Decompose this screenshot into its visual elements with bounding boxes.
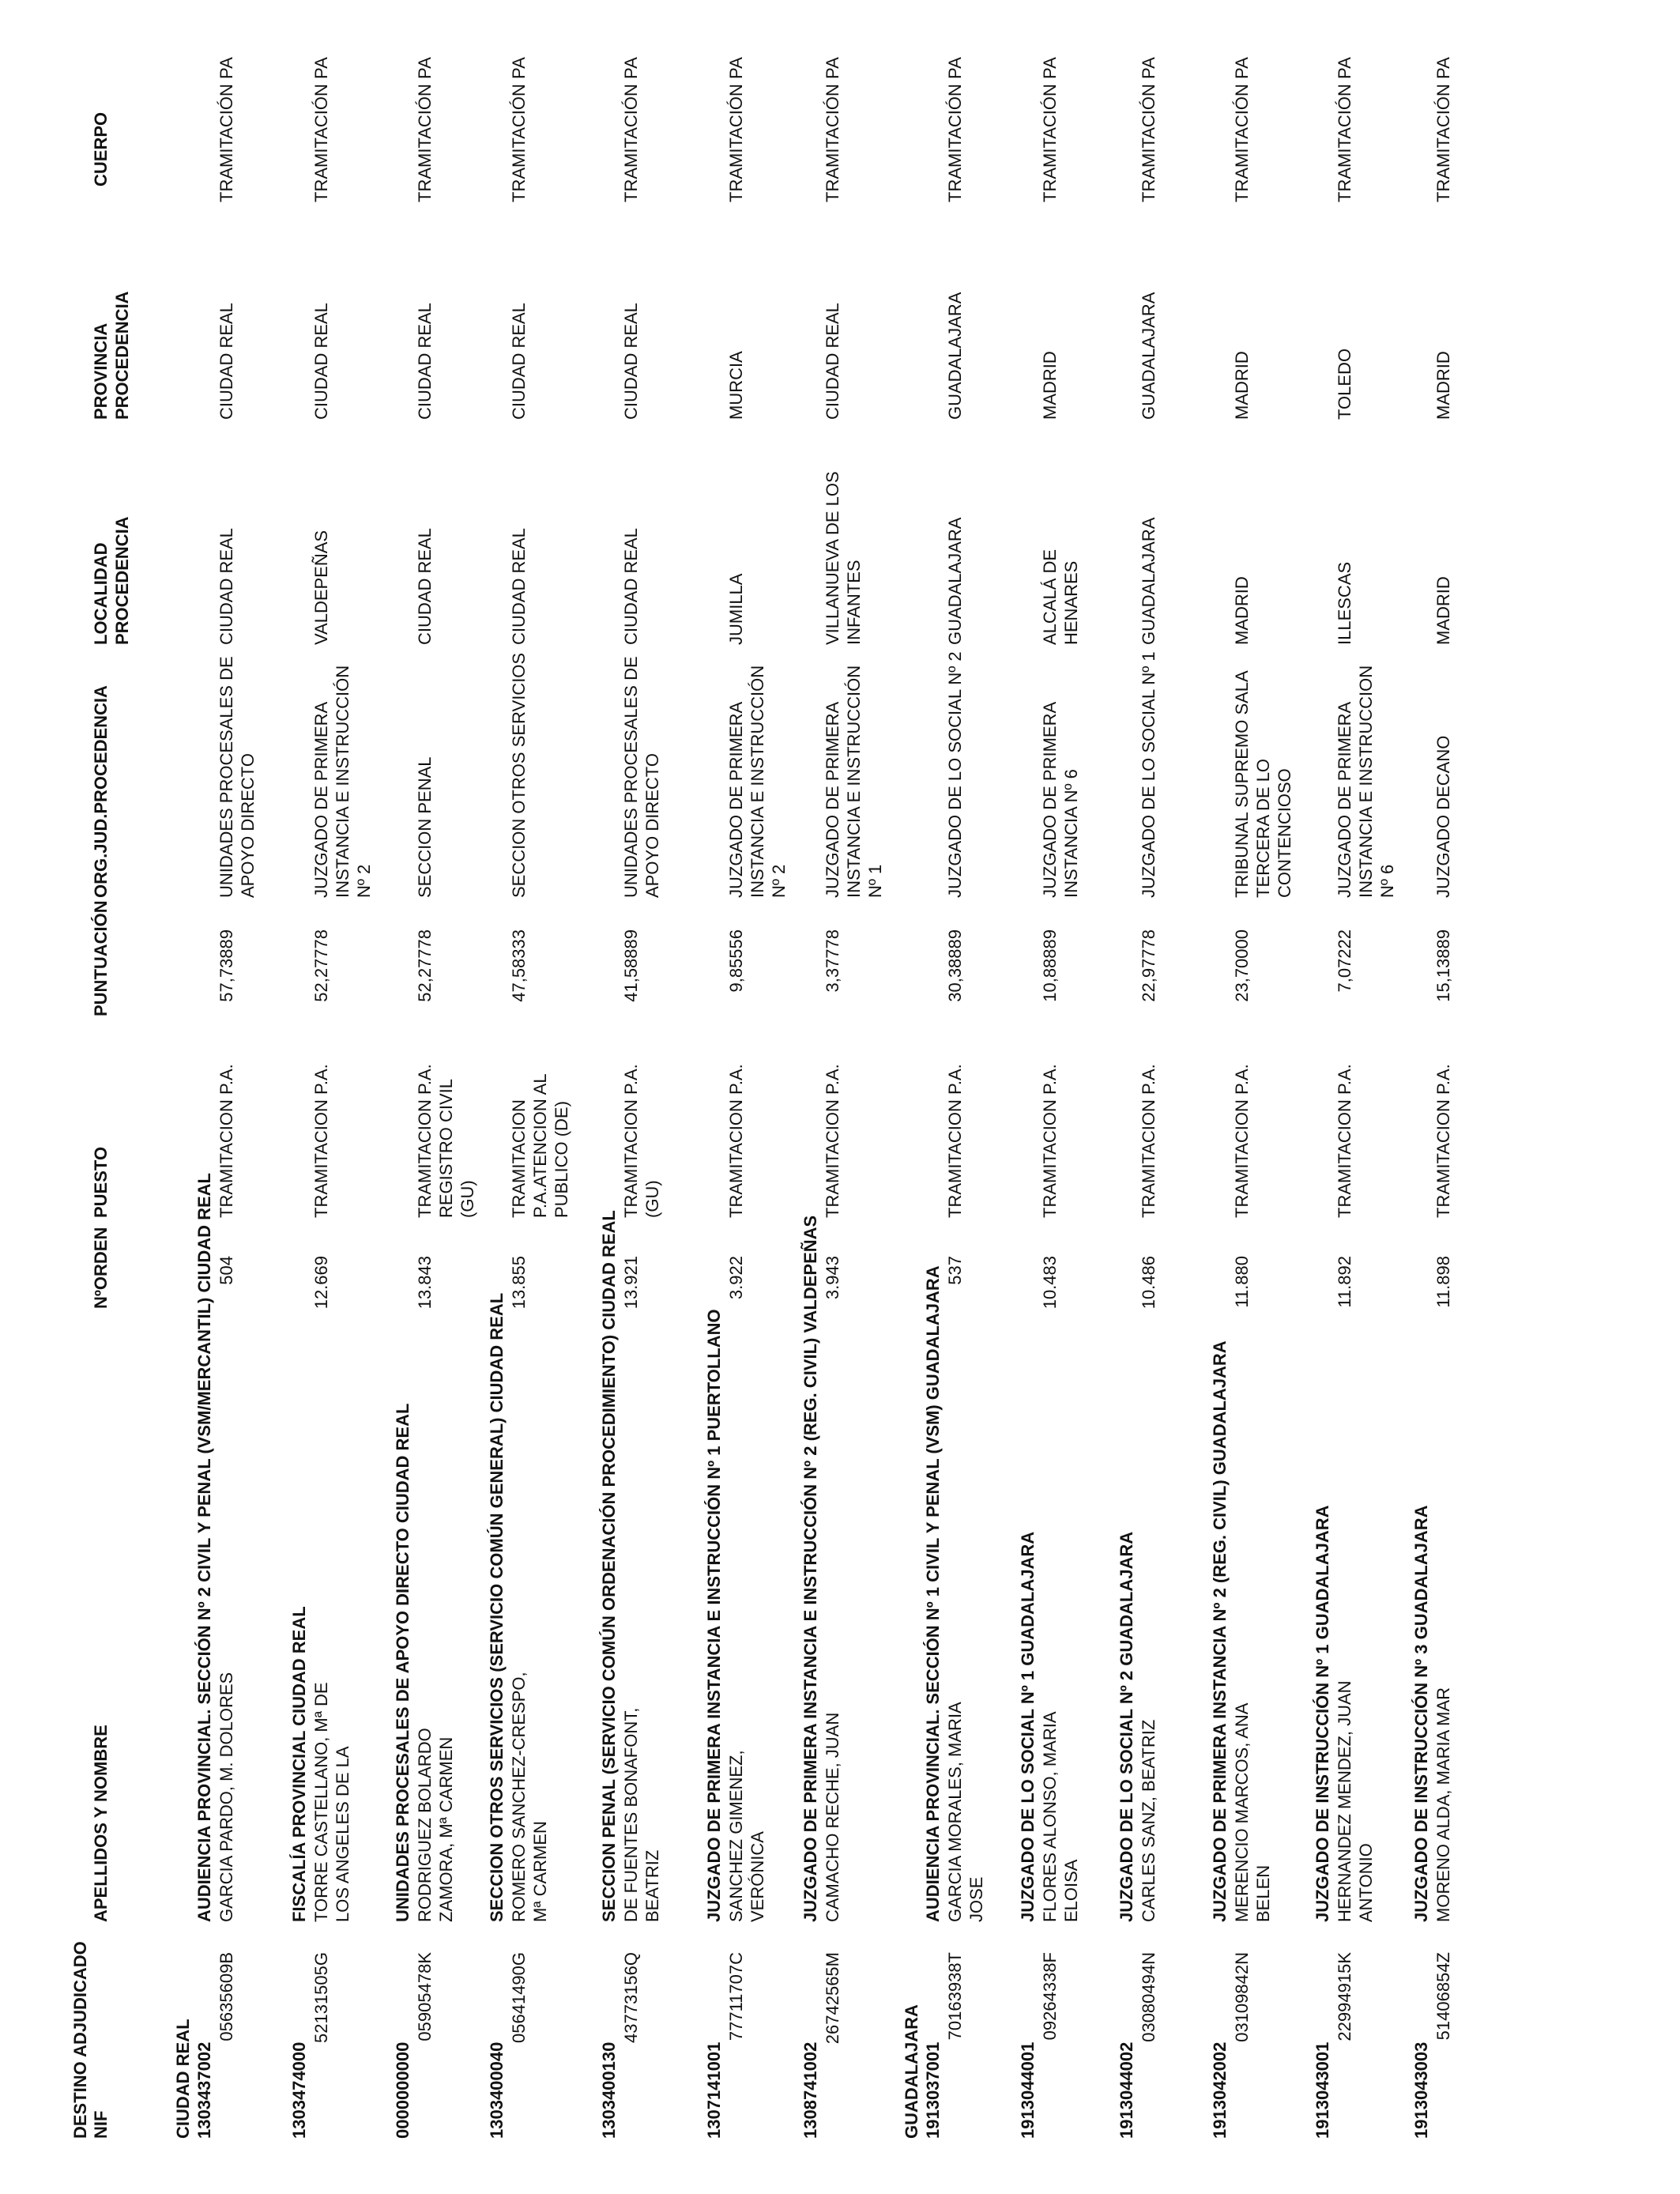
puesto-cell: TRAMITACION P.A. xyxy=(1232,1064,1252,1218)
destino-org-name: FISCALÍA PROVINCIAL CIUDAD REAL xyxy=(289,1606,309,1922)
header-nif: NIF xyxy=(91,2110,111,2139)
destino-org-name: JUZGADO DE PRIMERA INSTANCIA E INSTRUCCIÓN Nº 2 (REG. CIVIL) VALDEPEÑAS xyxy=(800,1215,820,1922)
nif-cell: 05905478K xyxy=(415,1952,435,2041)
localidad-cell: MADRID xyxy=(1232,576,1252,645)
score-cell: 3,37778 xyxy=(823,929,842,993)
puesto-cell: TRAMITACION P.A. xyxy=(1139,1064,1158,1218)
puesto-cell: TRAMITACION P.A. xyxy=(726,1064,746,1218)
provincia-cell: MADRID xyxy=(1232,351,1252,420)
org-procedencia-cell: JUZGADO DE PRIMERA INSTANCIA E INSTRUCCIÓN Nº 2 xyxy=(311,665,374,898)
name-cell: RODRIGUEZ BOLARDO ZAMORA, Mª CARMEN xyxy=(415,1728,456,1922)
org-procedencia-cell: UNIDADES PROCESALES DE APOYO DIRECTO xyxy=(217,656,258,898)
name-cell: ROMERO SANCHEZ-CRESPO, Mª CARMEN xyxy=(509,1672,550,1922)
org-procedencia-cell: SECCION OTROS SERVICIOS xyxy=(509,652,529,898)
provincia-cell: MURCIA xyxy=(726,351,746,420)
score-cell: 9,85556 xyxy=(726,929,746,993)
org-procedencia-cell: JUZGADO DE PRIMERA INSTANCIA Nº 6 xyxy=(1040,703,1081,898)
destino-code: 0000000000 xyxy=(393,2041,412,2139)
org-procedencia-cell: UNIDADES PROCESALES DE APOYO DIRECTO xyxy=(621,656,662,898)
destino-code: 1913044001 xyxy=(1018,2041,1038,2139)
destino-code: 1303400040 xyxy=(487,2041,507,2139)
name-cell: FLORES ALONSO, MARIA ELOISA xyxy=(1040,1712,1081,1922)
destino-org-name: SECCION OTROS SERVICIOS (SERVICIO COMÚN GENERAL) CIUDAD REAL xyxy=(487,1292,507,1922)
org-procedencia-cell: JUZGADO DE LO SOCIAL Nº 2 xyxy=(945,651,965,898)
destino-org-name: JUZGADO DE INSTRUCCIÓN Nº 3 GUADALAJARA xyxy=(1411,1505,1431,1922)
score-cell: 52,27778 xyxy=(311,929,331,1002)
localidad-cell: VILLANUEVA DE LOS INFANTES xyxy=(823,471,864,645)
nif-cell: 26742565M xyxy=(823,1952,842,2045)
name-cell: GARCIA PARDO, M. DOLORES xyxy=(217,1672,236,1922)
localidad-cell: GUADALAJARA xyxy=(1139,517,1158,645)
destino-org-name: JUZGADO DE PRIMERA INSTANCIA E INSTRUCCIÓN Nº 1 PUERTOLLANO xyxy=(704,1309,724,1922)
localidad-cell: VALDEPEÑAS xyxy=(311,530,331,645)
group-title: GUADALAJARA xyxy=(902,2004,921,2139)
name-cell: CARLES SANZ, BEATRIZ xyxy=(1139,1719,1158,1922)
destino-code: 1913037001 xyxy=(923,2041,943,2139)
score-cell: 10,88889 xyxy=(1040,929,1060,1002)
destino-code: 1303474000 xyxy=(289,2041,309,2139)
provincia-cell: GUADALAJARA xyxy=(1139,292,1158,420)
score-cell: 57,73889 xyxy=(217,929,236,1002)
provincia-cell: CIUDAD REAL xyxy=(509,303,529,420)
nif-cell: 09264338F xyxy=(1040,1952,1060,2041)
cuerpo-cell: TRAMITACIÓN PA xyxy=(945,57,965,202)
header-org-procedencia: ORG.JUD.PROCEDENCIA xyxy=(91,685,111,898)
cuerpo-cell: TRAMITACIÓN PA xyxy=(1433,57,1453,202)
provincia-cell: TOLEDO xyxy=(1335,348,1354,420)
cuerpo-cell: TRAMITACIÓN PA xyxy=(726,57,746,202)
order-cell: 12.669 xyxy=(311,1256,331,1310)
name-cell: GARCIA MORALES, MARIA JOSE xyxy=(945,1702,986,1922)
score-cell: 23,70000 xyxy=(1232,929,1252,1002)
order-cell: 13.843 xyxy=(415,1256,435,1310)
localidad-cell: CIUDAD REAL xyxy=(217,528,236,645)
localidad-cell: GUADALAJARA xyxy=(945,517,965,645)
localidad-cell: CIUDAD REAL xyxy=(621,528,641,645)
org-procedencia-cell: JUZGADO DE PRIMERA INSTANCIA E INSTRUCCIÓN Nº 1 xyxy=(823,665,885,898)
nif-cell: 05635609B xyxy=(217,1952,236,2041)
cuerpo-cell: TRAMITACIÓN PA xyxy=(311,57,331,202)
destino-org-name: JUZGADO DE PRIMERA INSTANCIA Nº 2 (REG. CIVIL) GUADALAJARA xyxy=(1210,1340,1230,1922)
header-cuerpo: CUERPO xyxy=(91,111,111,187)
puesto-cell: TRAMITACION P.A. xyxy=(945,1064,965,1218)
order-cell: 10.486 xyxy=(1139,1256,1158,1310)
order-cell: 11.892 xyxy=(1335,1256,1354,1308)
score-cell: 15,13889 xyxy=(1433,929,1453,1002)
provincia-cell: MADRID xyxy=(1040,351,1060,420)
destino-org-name: SECCION PENAL (SERVICIO COMÚN ORDENACIÓN PROCEDIMIENTO) CIUDAD REAL xyxy=(599,1210,619,1922)
destino-org-name: UNIDADES PROCESALES DE APOYO DIRECTO CIUDAD REAL xyxy=(393,1403,412,1922)
puesto-cell: TRAMITACION P.A. (GU) xyxy=(621,1064,662,1218)
provincia-cell: CIUDAD REAL xyxy=(621,303,641,420)
cuerpo-cell: TRAMITACIÓN PA xyxy=(217,57,236,202)
org-procedencia-cell: JUZGADO DE LO SOCIAL Nº 1 xyxy=(1139,651,1158,898)
puesto-cell: TRAMITACION P.A. xyxy=(1040,1064,1060,1218)
destino-code: 1913042002 xyxy=(1210,2041,1230,2139)
org-procedencia-cell: JUZGADO DECANO xyxy=(1433,735,1453,898)
header-apellidos: APELLIDOS Y NOMBRE xyxy=(91,1725,111,1922)
order-cell: 13.921 xyxy=(621,1256,641,1310)
cuerpo-cell: TRAMITACIÓN PA xyxy=(1335,57,1354,202)
localidad-cell: ILLESCAS xyxy=(1335,561,1354,645)
provincia-cell: MADRID xyxy=(1433,351,1453,420)
name-cell: SANCHEZ GIMENEZ, VERÓNICA xyxy=(726,1750,767,1922)
destino-code: 1913044002 xyxy=(1117,2041,1136,2139)
cuerpo-cell: TRAMITACIÓN PA xyxy=(415,57,435,202)
puesto-cell: TRAMITACION P.A. xyxy=(823,1064,842,1218)
localidad-cell: CIUDAD REAL xyxy=(509,528,529,645)
puesto-cell: TRAMITACION P.A. xyxy=(311,1064,331,1218)
nif-cell: 05641490G xyxy=(509,1952,529,2043)
score-cell: 22,97778 xyxy=(1139,929,1158,1002)
org-procedencia-cell: JUZGADO DE PRIMERA INSTANCIA E INSTRUCCIÓN Nº 2 xyxy=(726,665,789,898)
name-cell: TORRE CASTELLANO, Mª DE LOS ANGELES DE LA xyxy=(311,1682,352,1922)
destino-code: 1303400130 xyxy=(599,2041,619,2139)
group-title: CIUDAD REAL xyxy=(173,2019,193,2139)
provincia-cell: CIUDAD REAL xyxy=(415,303,435,420)
name-cell: MERENCIO MARCOS, ANA BELEN xyxy=(1232,1703,1273,1922)
score-cell: 52,27778 xyxy=(415,929,435,1002)
cuerpo-cell: TRAMITACIÓN PA xyxy=(1232,57,1252,202)
name-cell: CAMACHO RECHE, JUAN xyxy=(823,1712,842,1922)
cuerpo-cell: TRAMITACIÓN PA xyxy=(823,57,842,202)
order-cell: 13.855 xyxy=(509,1256,529,1310)
cuerpo-cell: TRAMITACIÓN PA xyxy=(621,57,641,202)
puesto-cell: TRAMITACION P.A. xyxy=(1433,1064,1453,1218)
nif-cell: 43773156Q xyxy=(621,1952,641,2043)
provincia-cell: GUADALAJARA xyxy=(945,292,965,420)
nif-cell: 03080494N xyxy=(1139,1952,1158,2042)
order-cell: 537 xyxy=(945,1256,965,1285)
order-cell: 504 xyxy=(217,1256,236,1285)
name-cell: DE FUENTES BONAFONT, BEATRIZ xyxy=(621,1707,662,1922)
name-cell: HERNANDEZ MENDEZ, JUAN ANTONIO xyxy=(1335,1680,1376,1922)
nif-cell: 70163938T xyxy=(945,1952,965,2041)
order-cell: 11.880 xyxy=(1232,1256,1252,1308)
header-destino: DESTINO ADJUDICADO xyxy=(70,1941,90,2139)
score-cell: 30,38889 xyxy=(945,929,965,1002)
cuerpo-cell: TRAMITACIÓN PA xyxy=(1040,57,1060,202)
destino-code: 1913043001 xyxy=(1313,2041,1332,2139)
score-cell: 7,07222 xyxy=(1335,929,1354,993)
puesto-cell: TRAMITACION P.A.ATENCION AL PUBLICO (DE) xyxy=(509,1074,571,1218)
header-puesto: PUESTO xyxy=(91,1146,111,1218)
header-puntuacion: PUNTUACIÓN xyxy=(91,900,111,1016)
destino-code: 1913043003 xyxy=(1411,2041,1431,2139)
destino-org-name: AUDIENCIA PROVINCIAL. SECCIÓN Nº 1 CIVIL Y PENAL (VSM) GUADALAJARA xyxy=(923,1265,943,1922)
destino-code: 1307141001 xyxy=(704,2041,724,2139)
org-procedencia-cell: SECCION PENAL xyxy=(415,756,435,898)
localidad-cell: ALCALÁ DE HENARES xyxy=(1040,548,1081,645)
destino-org-name: JUZGADO DE LO SOCIAL Nº 1 GUADALAJARA xyxy=(1018,1531,1038,1922)
puesto-cell: TRAMITACION P.A. xyxy=(217,1064,236,1218)
nif-cell: 51406854Z xyxy=(1433,1952,1453,2041)
destino-org-name: AUDIENCIA PROVINCIAL. SECCIÓN Nº 2 CIVIL Y PENAL (VSM/MERCANTIL) CIUDAD REAL xyxy=(194,1173,214,1922)
nif-cell: 52131505G xyxy=(311,1952,331,2043)
name-cell: MORENO ALDA, MARIA MAR xyxy=(1433,1687,1453,1922)
org-procedencia-cell: JUZGADO DE PRIMERA INSTANCIA E INSTRUCCION Nº 6 xyxy=(1335,665,1397,898)
nif-cell: 03109842N xyxy=(1232,1952,1252,2042)
order-cell: 3.943 xyxy=(823,1256,842,1300)
header-localidad: LOCALIDAD PROCEDENCIA xyxy=(91,516,132,645)
order-cell: 11.898 xyxy=(1433,1256,1453,1308)
order-cell: 10.483 xyxy=(1040,1256,1060,1310)
localidad-cell: CIUDAD REAL xyxy=(415,528,435,645)
header-provincia: PROVINCIA PROCEDENCIA xyxy=(91,291,132,420)
destino-code: 1303437002 xyxy=(194,2041,214,2139)
provincia-cell: CIUDAD REAL xyxy=(311,303,331,420)
destino-org-name: JUZGADO DE INSTRUCCIÓN Nº 1 GUADALAJARA xyxy=(1313,1505,1332,1922)
score-cell: 41,58889 xyxy=(621,929,641,1002)
provincia-cell: CIUDAD REAL xyxy=(217,303,236,420)
cuerpo-cell: TRAMITACIÓN PA xyxy=(509,57,529,202)
order-cell: 3.922 xyxy=(726,1256,746,1300)
provincia-cell: CIUDAD REAL xyxy=(823,303,842,420)
localidad-cell: JUMILLA xyxy=(726,573,746,645)
destino-code: 1308741002 xyxy=(800,2041,820,2139)
nif-cell: 22994915K xyxy=(1335,1952,1354,2041)
score-cell: 47,58333 xyxy=(509,929,529,1002)
destino-org-name: JUZGADO DE LO SOCIAL Nº 2 GUADALAJARA xyxy=(1117,1531,1136,1922)
puesto-cell: TRAMITACION P.A. REGISTRO CIVIL (GU) xyxy=(415,1064,477,1218)
header-norden: NºORDEN xyxy=(91,1227,111,1309)
puesto-cell: TRAMITACION P.A. xyxy=(1335,1064,1354,1218)
org-procedencia-cell: TRIBUNAL SUPREMO SALA TERCERA DE LO CONTENCIOSO xyxy=(1232,671,1294,898)
cuerpo-cell: TRAMITACIÓN PA xyxy=(1139,57,1158,202)
localidad-cell: MADRID xyxy=(1433,576,1453,645)
nif-cell: 77711707C xyxy=(726,1952,746,2041)
